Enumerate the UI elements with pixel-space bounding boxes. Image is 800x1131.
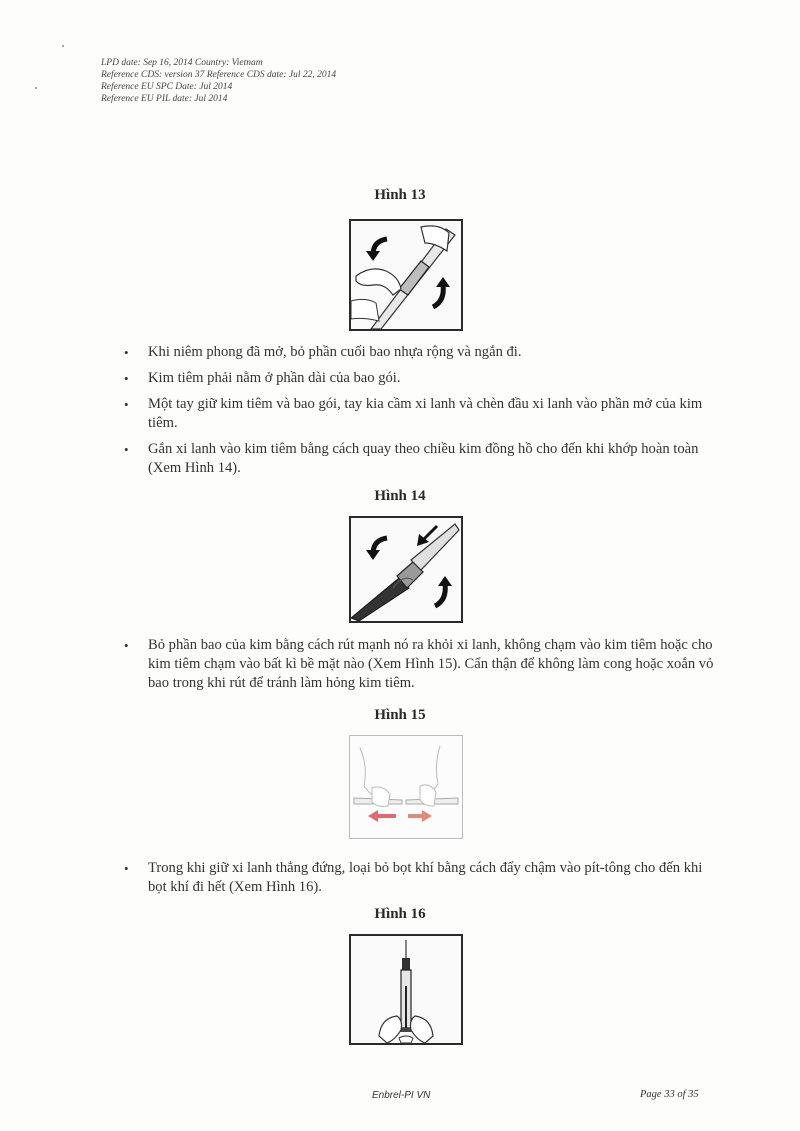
footer-page-number: Page 33 of 35 [640,1089,699,1100]
footer-document-name: Enbrel-PI VN [372,1090,431,1101]
scan-speck [35,87,37,89]
rotate-ccw-arrow-icon [366,538,387,560]
header-line-pil: Reference EU PIL date: Jul 2014 [101,94,228,104]
rotate-cw-arrow-icon [433,277,450,307]
instructions-block-3 [123,859,723,904]
list-item: • Kim tiêm phải nằm ở phần dài của bao gói. [124,370,401,386]
figure-13-image [349,219,463,331]
figure-14-title: Hình 14 [374,488,426,504]
scan-speck [62,45,64,47]
instructions-block-1 [123,343,723,485]
pull-apart-arrows-icon [368,810,432,822]
instructions-block-2 [123,636,723,700]
list-item: • Một tay giữ kim tiêm và bao gói, tay kia cầm xi lanh và chèn đầu xi lanh vào phần mở của kim tiêm. [124,396,703,431]
document-header [101,57,336,105]
rotate-ccw-arrow-icon [366,239,387,261]
rotate-cw-arrow-icon [435,576,452,606]
list-item: • Bỏ phần bao của kim bằng cách rút mạnh nó ra khỏi xi lanh, không chạm vào kim tiêm hoặc cho kim tiêm chạm vào bất kì bề mặt nào (Xem Hình 15). Cẩn thận để không làm cong hoặc xoắn vỏ bao trong khi rút để tránh làm hỏng kim tiêm. [124,637,714,691]
figure-16-image [349,934,463,1045]
figure-13-title: Hình 13 [374,187,426,203]
figure-15-image [349,735,463,839]
list-item: • Trong khi giữ xi lanh thẳng đứng, loại bỏ bọt khí bằng cách đẩy chậm vào pít-tông cho đến khi bọt khí đi hết (Xem Hình 16). [124,860,703,895]
figure-14-image [349,516,463,623]
header-line-spc: Reference EU SPC Date: Jul 2014 [101,82,233,92]
figure-15-title: Hình 15 [374,707,426,723]
list-item: • Gắn xi lanh vào kim tiêm bằng cách quay theo chiều kim đồng hồ cho đến khi khớp hoàn toàn (Xem Hình 14). [124,441,699,476]
figure-16-title: Hình 16 [374,906,426,922]
list-item: • Khi niêm phong đã mở, bỏ phần cuối bao nhựa rộng và ngắn đi. [124,344,522,360]
header-line-lpd: LPD date: Sep 16, 2014 Country: Vietnam [101,58,263,68]
header-line-cds: Reference CDS: version 37 Reference CDS date: Jul 22, 2014 [101,70,337,80]
